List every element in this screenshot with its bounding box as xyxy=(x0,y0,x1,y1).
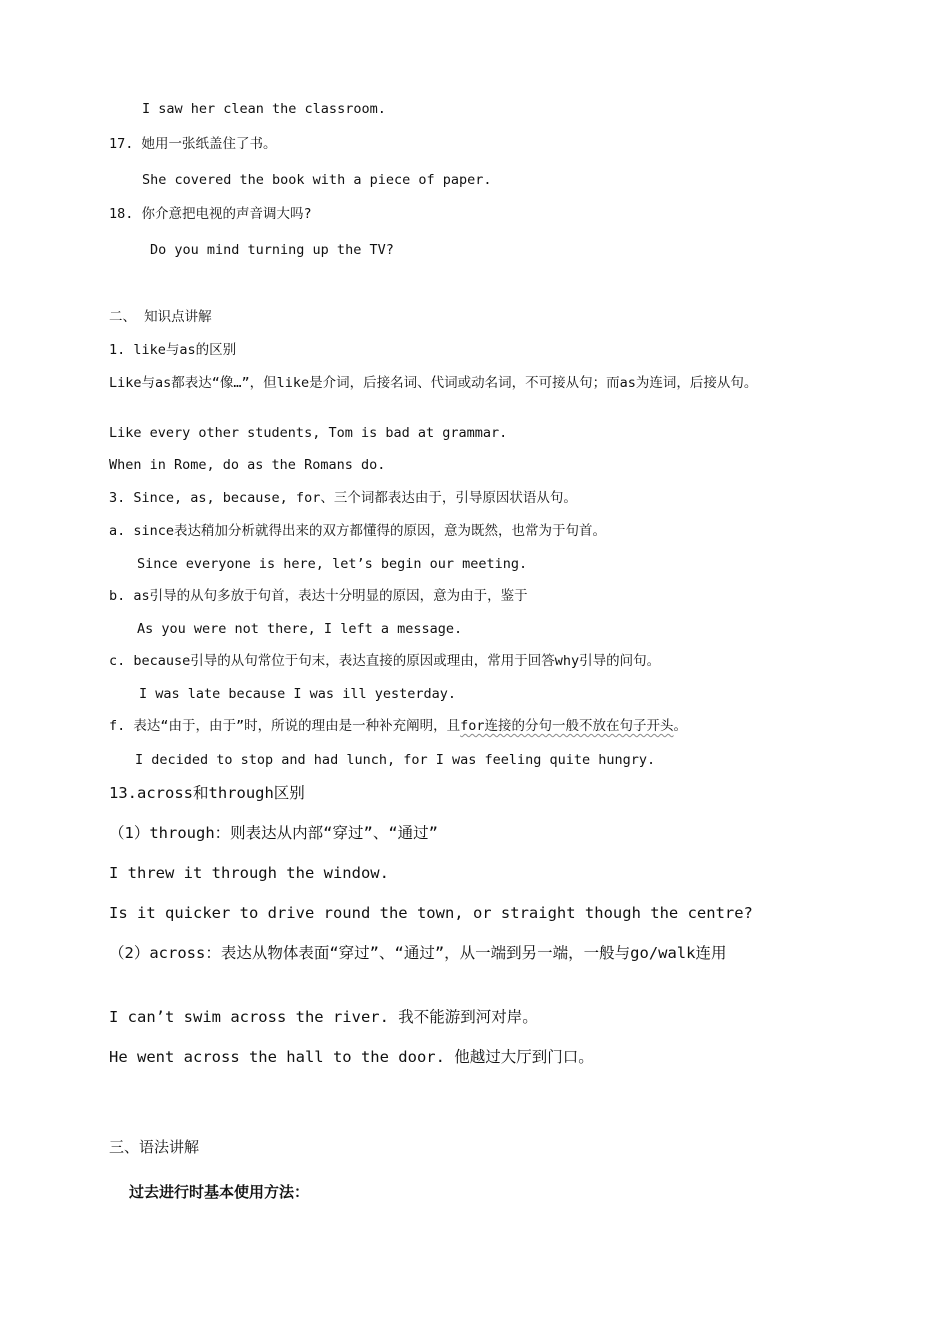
item-18 xyxy=(109,205,312,223)
example-sentence: I can’t swim across the river. 我不能游到河对岸。 xyxy=(109,1008,538,1026)
example-sentence: Do you mind turning up the TV? xyxy=(150,242,394,258)
section-heading: 二、 知识点讲解 xyxy=(109,309,212,325)
example-sentence: Is it quicker to drive round the town, or straight though the centre? xyxy=(109,904,753,922)
item-chinese: 她用一张纸盖住了书。 xyxy=(141,136,277,152)
example-sentence: Like every other students, Tom is bad at grammar. xyxy=(109,425,508,441)
example-sentence: I decided to stop and had lunch, for I was feeling quite hungry. xyxy=(135,752,656,768)
item-number: 17. xyxy=(109,136,134,152)
topic-title: 13.across和through区别 xyxy=(109,784,305,802)
example-sentence: I saw her clean the classroom. xyxy=(142,101,386,117)
explanation-text xyxy=(109,717,687,735)
example-sentence: When in Rome, do as the Romans do. xyxy=(109,457,386,473)
explanation-end: 。 xyxy=(673,718,688,734)
explanation-text: a. since表达稍加分析就得出来的双方都懂得的原因，意为既然，也常为于句首。 xyxy=(109,523,607,539)
explanation-text: c. because引导的从句常位于句末，表达直接的原因或理由，常用于回答why引导的问句。 xyxy=(109,653,661,669)
sub-heading: 过去进行时基本使用方法： xyxy=(129,1183,310,1201)
underlined-note: for连接的分句一般不放在句子开头 xyxy=(460,718,674,734)
explanation-text: （1）through：则表达从内部“穿过”、“通过” xyxy=(109,824,438,842)
explanation-lead: f. 表达“由于，由于”时，所说的理由是一种补充阐明，且 xyxy=(109,718,461,734)
example-sentence: She covered the book with a piece of paper. xyxy=(142,172,492,188)
example-sentence: I threw it through the window. xyxy=(109,864,389,882)
example-sentence: He went across the hall to the door. 他越过大厅到门口。 xyxy=(109,1048,594,1066)
item-number: 18. xyxy=(109,206,134,222)
example-sentence: Since everyone is here, let’s begin our meeting. xyxy=(137,556,528,572)
explanation-text: b. as引导的从句多放于句首，表达十分明显的原因，意为由于，鉴于 xyxy=(109,588,528,604)
example-sentence: As you were not there, I left a message. xyxy=(137,621,463,637)
explanation-text: Like与as都表达“像…”，但like是介词，后接名词、代词或动名词，不可接从句；而as为连词，后接从句。 xyxy=(109,375,758,391)
item-17 xyxy=(109,135,277,153)
section-heading: 三、语法讲解 xyxy=(109,1138,200,1156)
explanation-text: （2）across：表达从物体表面“穿过”、“通过”，从一端到另一端，一般与go/walk连用 xyxy=(109,944,727,962)
example-sentence: I was late because I was ill yesterday. xyxy=(139,686,456,702)
topic-title: 3. Since, as, because, for、三个词都表达由于，引导原因状语从句。 xyxy=(109,490,577,506)
topic-title: 1. like与as的区别 xyxy=(109,342,237,358)
item-chinese: 你介意把电视的声音调大吗? xyxy=(141,206,312,222)
